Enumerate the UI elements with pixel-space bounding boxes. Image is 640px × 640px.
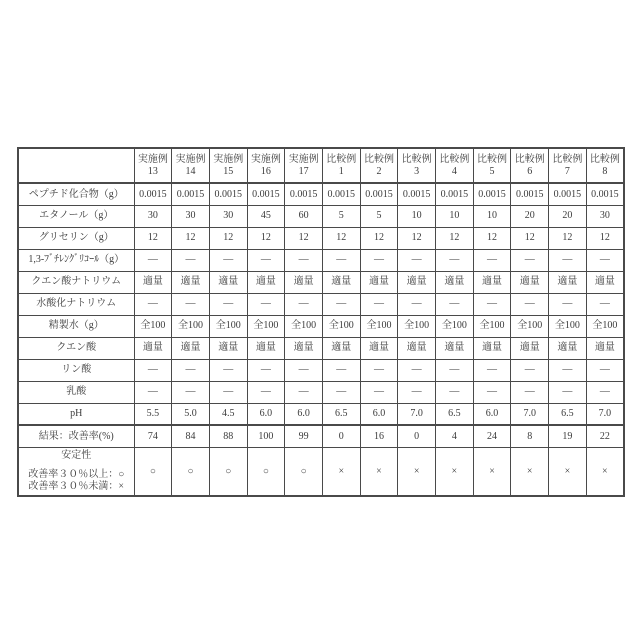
- value-cell: 20: [511, 205, 549, 227]
- value-cell: 適量: [436, 271, 474, 293]
- value-cell: 30: [172, 205, 210, 227]
- value-cell: 6.5: [549, 403, 587, 425]
- value-cell: —: [473, 359, 511, 381]
- value-cell: —: [247, 293, 285, 315]
- value-cell: —: [436, 381, 474, 403]
- row-label-line: リン酸: [61, 364, 92, 376]
- value-cell: —: [398, 249, 436, 271]
- value-cell: 24: [473, 425, 511, 447]
- value-cell: 22: [586, 425, 624, 447]
- value-cell: 12: [586, 227, 624, 249]
- value-cell: 0: [398, 425, 436, 447]
- value-cell: —: [209, 359, 247, 381]
- value-cell: —: [473, 293, 511, 315]
- column-group-label: 実施例: [250, 154, 281, 165]
- value-cell: 全100: [360, 315, 398, 337]
- value-cell: ○: [172, 447, 210, 496]
- value-cell: 適量: [586, 337, 624, 359]
- column-group-label: 比較例: [326, 154, 357, 165]
- value-cell: 100: [247, 425, 285, 447]
- value-cell: 適量: [549, 271, 587, 293]
- corner-cell: [18, 148, 134, 183]
- row-label: [18, 293, 134, 315]
- value-cell: ○: [134, 447, 172, 496]
- value-cell: 適量: [398, 337, 436, 359]
- value-cell: 16: [360, 425, 398, 447]
- column-header-比較例-1: [322, 148, 360, 183]
- column-number-label: 17: [298, 165, 309, 177]
- column-group-label: 実施例: [288, 154, 319, 165]
- value-cell: 適量: [398, 271, 436, 293]
- column-header-比較例-8: [586, 148, 624, 183]
- value-cell: —: [549, 249, 587, 271]
- value-cell: —: [247, 359, 285, 381]
- column-header-実施例-16: [247, 148, 285, 183]
- value-cell: —: [586, 249, 624, 271]
- formulation-table: [17, 147, 625, 497]
- value-cell: 全100: [436, 315, 474, 337]
- column-number-label: 4: [451, 165, 457, 177]
- column-header-比較例-4: [436, 148, 474, 183]
- row-label: [18, 403, 134, 425]
- value-cell: 6.0: [473, 403, 511, 425]
- value-cell: 適量: [436, 337, 474, 359]
- value-cell: 0.0015: [511, 183, 549, 205]
- value-cell: —: [322, 293, 360, 315]
- value-cell: ○: [209, 447, 247, 496]
- row-label: [18, 447, 134, 496]
- value-cell: 0.0015: [398, 183, 436, 205]
- column-number-label: 8: [602, 165, 608, 177]
- value-cell: 適量: [247, 271, 285, 293]
- row-label: [18, 381, 134, 403]
- column-header-比較例-3: [398, 148, 436, 183]
- value-cell: 20: [549, 205, 587, 227]
- table-row: [18, 425, 624, 447]
- value-cell: 6.0: [360, 403, 398, 425]
- value-cell: 12: [473, 227, 511, 249]
- column-group-label: 比較例: [552, 154, 583, 165]
- column-group-label: 比較例: [439, 154, 470, 165]
- column-number-label: 15: [223, 165, 234, 177]
- column-number-label: 2: [376, 165, 382, 177]
- table-body: [18, 183, 624, 496]
- row-label-line: ペプチド化合物（g）: [28, 188, 124, 200]
- value-cell: 適量: [285, 271, 323, 293]
- value-cell: —: [436, 293, 474, 315]
- value-cell: 適量: [360, 271, 398, 293]
- value-cell: —: [172, 381, 210, 403]
- value-cell: 6.0: [247, 403, 285, 425]
- value-cell: 全100: [511, 315, 549, 337]
- value-cell: 88: [209, 425, 247, 447]
- value-cell: 0.0015: [172, 183, 210, 205]
- row-label-line: 乳酸: [66, 386, 87, 398]
- value-cell: —: [360, 359, 398, 381]
- value-cell: —: [360, 381, 398, 403]
- value-cell: 7.0: [398, 403, 436, 425]
- value-cell: 適量: [473, 271, 511, 293]
- row-label: [18, 425, 134, 447]
- value-cell: 12: [285, 227, 323, 249]
- column-header-比較例-5: [473, 148, 511, 183]
- column-number-label: 1: [338, 165, 344, 177]
- value-cell: 12: [134, 227, 172, 249]
- value-cell: 12: [209, 227, 247, 249]
- value-cell: 45: [247, 205, 285, 227]
- value-cell: —: [134, 359, 172, 381]
- value-cell: —: [511, 381, 549, 403]
- value-cell: —: [436, 359, 474, 381]
- value-cell: —: [322, 249, 360, 271]
- column-number-label: 14: [185, 165, 196, 177]
- value-cell: ○: [247, 447, 285, 496]
- value-cell: —: [586, 293, 624, 315]
- column-group-label: 実施例: [137, 154, 168, 165]
- row-label-line: エタノール（g）: [39, 210, 114, 222]
- row-label: [18, 271, 134, 293]
- value-cell: —: [247, 249, 285, 271]
- value-cell: 0.0015: [586, 183, 624, 205]
- row-label: [18, 227, 134, 249]
- value-cell: 10: [398, 205, 436, 227]
- value-cell: 84: [172, 425, 210, 447]
- value-cell: 適量: [209, 271, 247, 293]
- value-cell: —: [586, 381, 624, 403]
- value-cell: 0.0015: [436, 183, 474, 205]
- value-cell: 0.0015: [247, 183, 285, 205]
- header-row: [18, 148, 624, 183]
- value-cell: 適量: [172, 271, 210, 293]
- value-cell: 12: [549, 227, 587, 249]
- value-cell: —: [473, 381, 511, 403]
- value-cell: —: [285, 381, 323, 403]
- row-label: [18, 337, 134, 359]
- value-cell: 適量: [209, 337, 247, 359]
- value-cell: 適量: [134, 271, 172, 293]
- value-cell: 12: [398, 227, 436, 249]
- row-label-line: グリセリン（g）: [38, 232, 114, 244]
- value-cell: 5: [360, 205, 398, 227]
- column-header-実施例-13: [134, 148, 172, 183]
- value-cell: —: [586, 359, 624, 381]
- value-cell: 全100: [134, 315, 172, 337]
- value-cell: 5.5: [134, 403, 172, 425]
- value-cell: ×: [549, 447, 587, 496]
- table-row: [18, 337, 624, 359]
- value-cell: 全100: [398, 315, 436, 337]
- value-cell: —: [285, 359, 323, 381]
- value-cell: ×: [398, 447, 436, 496]
- column-number-label: 5: [489, 165, 495, 177]
- value-cell: 適量: [322, 337, 360, 359]
- value-cell: —: [549, 293, 587, 315]
- value-cell: 全100: [322, 315, 360, 337]
- value-cell: —: [511, 359, 549, 381]
- value-cell: —: [172, 249, 210, 271]
- column-header-比較例-6: [511, 148, 549, 183]
- table-row: [18, 293, 624, 315]
- table-row: [18, 403, 624, 425]
- value-cell: 0.0015: [473, 183, 511, 205]
- value-cell: —: [134, 293, 172, 315]
- value-cell: ×: [436, 447, 474, 496]
- value-cell: 30: [134, 205, 172, 227]
- value-cell: 12: [322, 227, 360, 249]
- row-label-line: 改善率３０％未満：×: [28, 480, 125, 492]
- value-cell: —: [473, 249, 511, 271]
- value-cell: 30: [209, 205, 247, 227]
- column-group-label: 比較例: [363, 154, 394, 165]
- value-cell: 0.0015: [134, 183, 172, 205]
- value-cell: —: [172, 359, 210, 381]
- value-cell: —: [285, 249, 323, 271]
- column-group-label: 実施例: [175, 154, 206, 165]
- value-cell: 全100: [473, 315, 511, 337]
- row-label-line: 1,3-ﾌﾞﾁﾚﾝｸﾞﾘｺｰﾙ（g）: [28, 254, 125, 266]
- value-cell: 全100: [247, 315, 285, 337]
- value-cell: 5: [322, 205, 360, 227]
- value-cell: —: [322, 359, 360, 381]
- value-cell: 6.0: [285, 403, 323, 425]
- value-cell: ○: [285, 447, 323, 496]
- table-row: [18, 205, 624, 227]
- table-row: [18, 227, 624, 249]
- value-cell: ×: [473, 447, 511, 496]
- value-cell: —: [398, 293, 436, 315]
- value-cell: 12: [247, 227, 285, 249]
- table-header: [18, 148, 624, 183]
- row-label: [18, 183, 134, 205]
- row-label-line: 精製水（g）: [48, 320, 104, 332]
- value-cell: 適量: [511, 271, 549, 293]
- column-group-label: 比較例: [589, 154, 620, 165]
- value-cell: 全100: [172, 315, 210, 337]
- table-row: [18, 447, 624, 496]
- value-cell: —: [549, 381, 587, 403]
- value-cell: 6.5: [322, 403, 360, 425]
- value-cell: 4.5: [209, 403, 247, 425]
- column-number-label: 13: [147, 165, 158, 177]
- column-number-label: 7: [564, 165, 570, 177]
- value-cell: ×: [360, 447, 398, 496]
- value-cell: —: [285, 293, 323, 315]
- row-label: [18, 359, 134, 381]
- value-cell: 適量: [322, 271, 360, 293]
- value-cell: 12: [436, 227, 474, 249]
- value-cell: 全100: [285, 315, 323, 337]
- value-cell: 全100: [586, 315, 624, 337]
- value-cell: —: [398, 359, 436, 381]
- value-cell: —: [549, 359, 587, 381]
- row-label-line: 結果：改善率(%): [38, 430, 114, 442]
- value-cell: 全100: [549, 315, 587, 337]
- row-label-line: 安定性: [61, 449, 92, 461]
- value-cell: 7.0: [586, 403, 624, 425]
- value-cell: 0.0015: [285, 183, 323, 205]
- value-cell: ×: [322, 447, 360, 496]
- value-cell: 適量: [134, 337, 172, 359]
- value-cell: 適量: [172, 337, 210, 359]
- column-number-label: 3: [414, 165, 420, 177]
- value-cell: 12: [172, 227, 210, 249]
- column-group-label: 比較例: [477, 154, 508, 165]
- value-cell: 5.0: [172, 403, 210, 425]
- value-cell: 8: [511, 425, 549, 447]
- value-cell: 適量: [473, 337, 511, 359]
- value-cell: 適量: [511, 337, 549, 359]
- value-cell: 10: [473, 205, 511, 227]
- row-label-line: クエン酸ナトリウム: [31, 276, 122, 288]
- value-cell: —: [209, 381, 247, 403]
- value-cell: —: [209, 293, 247, 315]
- column-header-実施例-17: [285, 148, 323, 183]
- value-cell: 4: [436, 425, 474, 447]
- row-label-line: 改善率３０％以上：○: [28, 469, 125, 480]
- value-cell: 0.0015: [360, 183, 398, 205]
- value-cell: 適量: [247, 337, 285, 359]
- value-cell: 適量: [586, 271, 624, 293]
- value-cell: —: [360, 249, 398, 271]
- value-cell: 0.0015: [209, 183, 247, 205]
- value-cell: —: [247, 381, 285, 403]
- column-header-実施例-15: [209, 148, 247, 183]
- value-cell: —: [511, 293, 549, 315]
- value-cell: 0.0015: [322, 183, 360, 205]
- column-group-label: 比較例: [514, 154, 545, 165]
- value-cell: 適量: [549, 337, 587, 359]
- column-header-比較例-2: [360, 148, 398, 183]
- value-cell: ×: [511, 447, 549, 496]
- column-header-実施例-14: [172, 148, 210, 183]
- value-cell: ×: [586, 447, 624, 496]
- table-row: [18, 381, 624, 403]
- value-cell: —: [360, 293, 398, 315]
- table-row: [18, 359, 624, 381]
- value-cell: —: [436, 249, 474, 271]
- row-label: [18, 249, 134, 271]
- value-cell: 適量: [360, 337, 398, 359]
- value-cell: 12: [360, 227, 398, 249]
- value-cell: 0: [322, 425, 360, 447]
- column-number-label: 6: [527, 165, 533, 177]
- value-cell: 0.0015: [549, 183, 587, 205]
- value-cell: —: [209, 249, 247, 271]
- row-label: [18, 315, 134, 337]
- value-cell: 6.5: [436, 403, 474, 425]
- row-label: [18, 205, 134, 227]
- value-cell: —: [134, 381, 172, 403]
- table-row: [18, 315, 624, 337]
- value-cell: 99: [285, 425, 323, 447]
- table-row: [18, 183, 624, 205]
- row-label-line: 水酸化ナトリウム: [36, 298, 117, 310]
- value-cell: 19: [549, 425, 587, 447]
- value-cell: 適量: [285, 337, 323, 359]
- value-cell: 7.0: [511, 403, 549, 425]
- value-cell: —: [398, 381, 436, 403]
- row-label-line: クエン酸: [56, 342, 97, 354]
- value-cell: —: [172, 293, 210, 315]
- column-group-label: 実施例: [213, 154, 244, 165]
- value-cell: 全100: [209, 315, 247, 337]
- value-cell: —: [134, 249, 172, 271]
- table-row: [18, 249, 624, 271]
- column-number-label: 16: [260, 165, 271, 177]
- table-row: [18, 271, 624, 293]
- value-cell: 74: [134, 425, 172, 447]
- column-group-label: 比較例: [401, 154, 432, 165]
- value-cell: —: [511, 249, 549, 271]
- column-header-比較例-7: [549, 148, 587, 183]
- value-cell: 10: [436, 205, 474, 227]
- value-cell: —: [322, 381, 360, 403]
- row-label-line: pH: [70, 408, 83, 419]
- value-cell: 30: [586, 205, 624, 227]
- value-cell: 12: [511, 227, 549, 249]
- value-cell: 60: [285, 205, 323, 227]
